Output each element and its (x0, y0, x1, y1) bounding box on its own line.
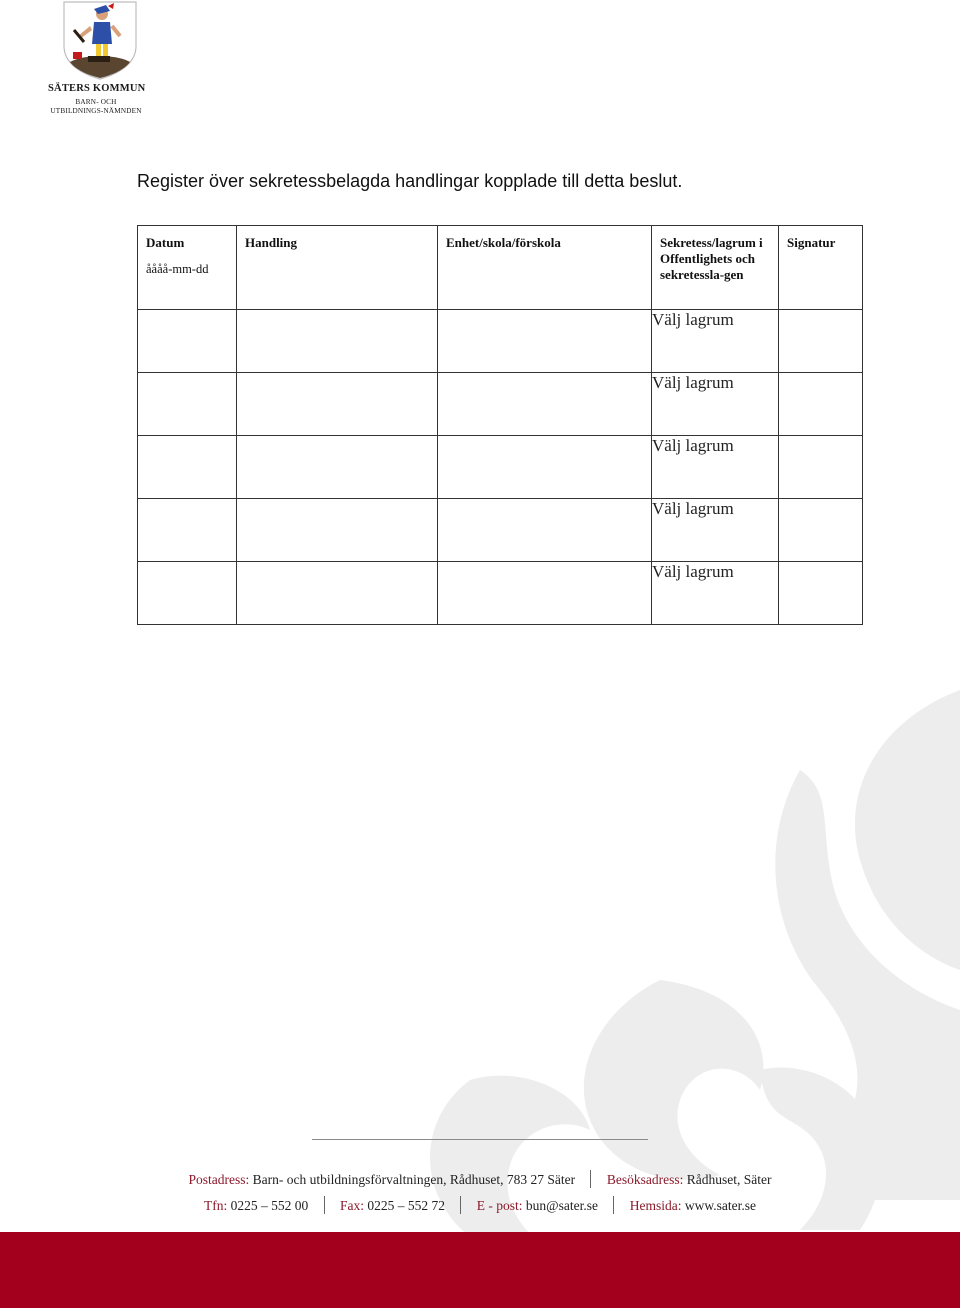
table-row (138, 499, 863, 562)
cell-handling[interactable] (237, 436, 438, 499)
cell-handling[interactable] (237, 499, 438, 562)
table-row (138, 373, 863, 436)
footer-separator (590, 1170, 591, 1188)
lagrum-select[interactable]: Välj lagrum (652, 436, 779, 499)
cell-signatur[interactable] (779, 499, 863, 562)
besoksadress-value: Rådhuset, Säter (686, 1172, 772, 1187)
cell-datum[interactable] (138, 499, 237, 562)
cell-signatur[interactable] (779, 310, 863, 373)
org-name: SÄTERS KOMMUN (48, 83, 146, 94)
cell-signatur[interactable] (779, 373, 863, 436)
footer-separator (324, 1196, 325, 1214)
cell-handling[interactable] (237, 373, 438, 436)
header-datum-label: Datum (146, 235, 185, 250)
bottom-brand-band (0, 1232, 960, 1308)
cell-enhet[interactable] (438, 310, 652, 373)
org-logo (40, 0, 150, 115)
tfn-value: 0225 – 552 00 (230, 1198, 309, 1213)
cell-signatur[interactable] (779, 562, 863, 625)
cell-datum[interactable] (138, 436, 237, 499)
header-sekretess: Sekretess/lagrum i Offentlighets och sekretessla-gen (652, 226, 779, 310)
cell-datum[interactable] (138, 373, 237, 436)
footer-address-line (0, 1170, 960, 1188)
lagrum-select[interactable]: Välj lagrum (652, 499, 779, 562)
header-enhet: Enhet/skola/förskola (438, 226, 652, 310)
table-row (138, 310, 863, 373)
coat-of-arms-icon (60, 0, 140, 80)
hemsida-label: Hemsida: (629, 1198, 682, 1213)
cell-signatur[interactable] (779, 436, 863, 499)
cell-datum[interactable] (138, 562, 237, 625)
header-datum (138, 226, 237, 310)
header-signatur: Signatur (779, 226, 863, 310)
lagrum-select[interactable]: Välj lagrum (652, 562, 779, 625)
footer-separator (460, 1196, 461, 1214)
postadress-value: Barn- och utbildningsförvaltningen, Rådhuset, 783 27 Säter (252, 1172, 576, 1187)
document-title: Register över sekretessbelagda handlingar kopplade till detta beslut. (137, 171, 683, 191)
epost-label: E - post: (476, 1198, 523, 1213)
table-row (138, 436, 863, 499)
footer-separator (613, 1196, 614, 1214)
lagrum-select[interactable]: Välj lagrum (652, 373, 779, 436)
hemsida-value[interactable]: www.sater.se (684, 1198, 756, 1213)
fax-label: Fax: (340, 1198, 365, 1213)
epost-value[interactable]: bun@sater.se (525, 1198, 598, 1213)
header-handling: Handling (237, 226, 438, 310)
cell-datum[interactable] (138, 310, 237, 373)
lagrum-select[interactable]: Välj lagrum (652, 310, 779, 373)
fax-value: 0225 – 552 72 (367, 1198, 446, 1213)
footer-divider (312, 1139, 648, 1140)
tfn-label: Tfn: (204, 1198, 228, 1213)
cell-enhet[interactable] (438, 436, 652, 499)
footer-contact-line (0, 1196, 960, 1214)
register-table (137, 225, 863, 625)
cell-enhet[interactable] (438, 562, 652, 625)
besoksadress-label: Besöksadress: (606, 1172, 684, 1187)
table-header-row (138, 226, 863, 310)
cell-enhet[interactable] (438, 499, 652, 562)
org-sub: BARN- OCH UTBILDNINGS-NÄMNDEN (50, 98, 142, 115)
cell-handling[interactable] (237, 310, 438, 373)
cell-enhet[interactable] (438, 373, 652, 436)
table-row (138, 562, 863, 625)
cell-handling[interactable] (237, 562, 438, 625)
date-format-hint: åååå-mm-dd (146, 262, 209, 276)
postadress-label: Postadress: (188, 1172, 250, 1187)
